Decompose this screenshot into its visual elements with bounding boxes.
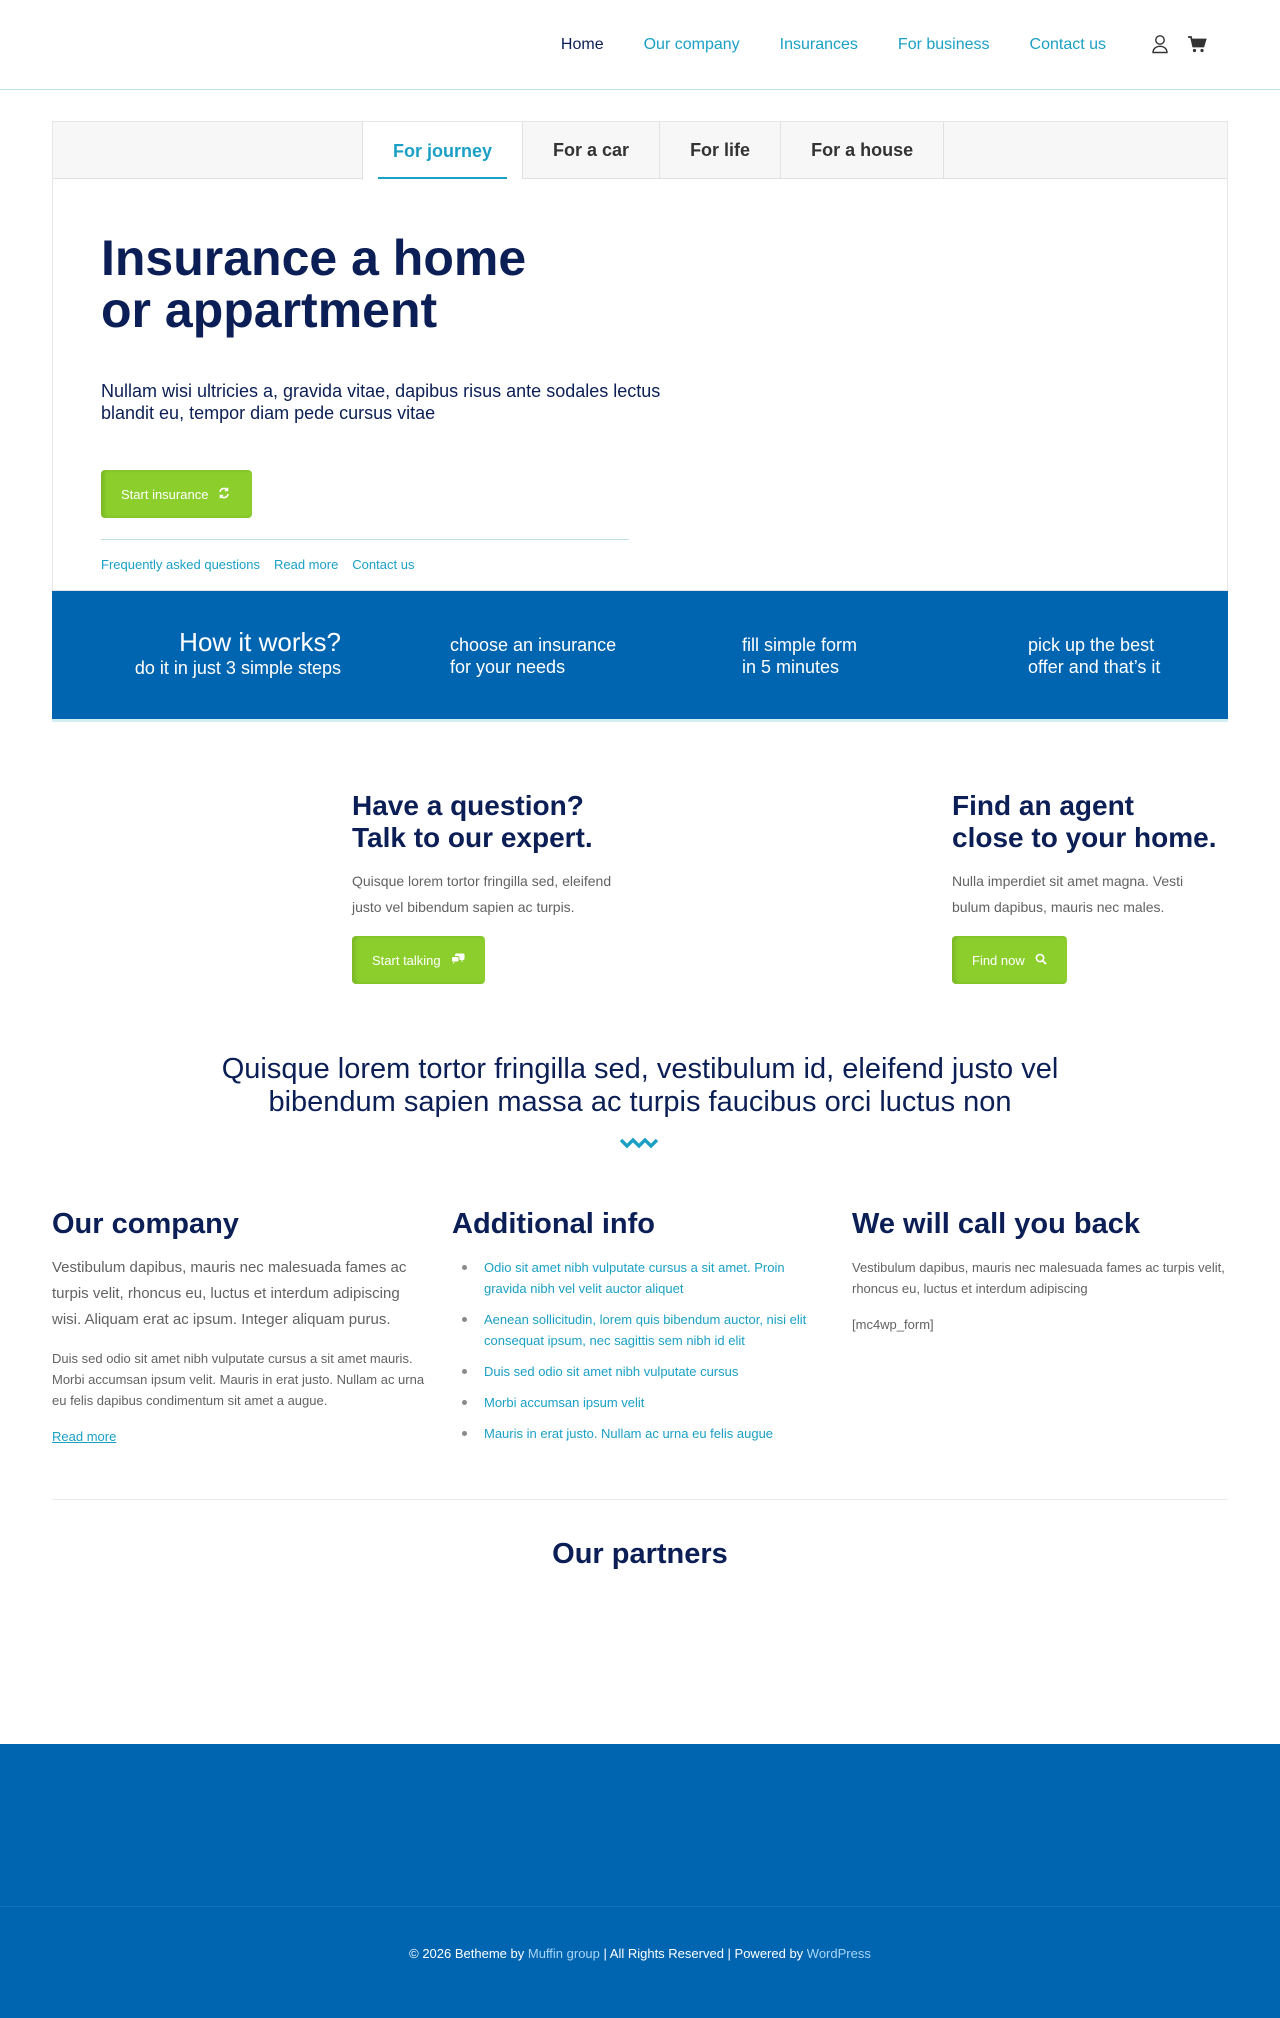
- call-back-text: Vestibulum dapibus, mauris nec malesuada fames ac turpis velit, rhoncus eu, luctus et interdum adipiscing: [852, 1260, 1225, 1296]
- step-1: [450, 634, 616, 678]
- user-icon[interactable]: [1151, 34, 1171, 54]
- nav-for-business[interactable]: For business: [897, 36, 990, 53]
- question-title-line2: Talk to our expert.: [352, 822, 593, 853]
- start-talking-label: Start talking: [372, 952, 441, 968]
- hero-title-line1: Insurance a home: [101, 230, 527, 286]
- our-company-lead: Vestibulum dapibus, mauris nec malesuada fames ac turpis velit, rhoncus eu, luctus et interdum adipiscing wisi. Aliquam erat ac ipsum. Integer aliquam purus.: [52, 1259, 407, 1328]
- hero-description: Nullam wisi ultricies a, gravida vitae, dapibus risus ante sodales lectus blandit eu, tempor diam pede cursus vitae: [101, 381, 661, 423]
- step-2: [742, 634, 857, 678]
- nav-our-company[interactable]: Our company: [643, 36, 740, 53]
- partners-title: Our partners: [552, 1538, 728, 1570]
- wave-divider-icon: [620, 1136, 660, 1155]
- find-now-label: Find now: [972, 952, 1025, 968]
- footer-copyright: [0, 1946, 1280, 1961]
- tab-for-a-house[interactable]: For a house: [780, 122, 944, 179]
- section-divider: [52, 1499, 1228, 1500]
- nav-contact-us[interactable]: Contact us: [1029, 36, 1106, 53]
- tab-list: [362, 122, 944, 179]
- question-text-line1: Quisque lorem tortor fringilla sed, eleifend: [352, 873, 612, 889]
- agent-text: [952, 868, 1183, 920]
- start-insurance-button[interactable]: [101, 470, 252, 518]
- agent-title-line1: Find an agent: [952, 790, 1134, 821]
- insurance-tabs-panel: [52, 121, 1228, 591]
- search-icon: [1035, 953, 1047, 968]
- nav-home[interactable]: Home: [560, 36, 604, 53]
- newsletter-form-shortcode: [mc4wp_form]: [852, 1317, 934, 1332]
- step-3-line2: offer and that’s it: [1028, 657, 1161, 677]
- read-more-link[interactable]: Read more: [273, 557, 339, 572]
- tab-for-life[interactable]: For life: [659, 122, 780, 179]
- wordpress-link[interactable]: WordPress: [806, 1946, 871, 1961]
- question-text: [352, 868, 611, 920]
- refresh-icon: [218, 487, 230, 502]
- our-company-read-more[interactable]: Read more: [52, 1429, 117, 1444]
- tab-bar: [53, 122, 1227, 179]
- call-back-title: We will call you back: [852, 1208, 1140, 1240]
- footer-divider: [0, 1906, 1280, 1907]
- site-header: [0, 0, 1280, 90]
- step-3-line1: pick up the best: [1028, 635, 1155, 655]
- copyright-prefix: © 2026 Betheme by: [409, 1946, 528, 1961]
- step-2-line1: fill simple form: [742, 635, 858, 655]
- hero-links: [101, 557, 414, 572]
- tab-for-journey[interactable]: For journey: [362, 122, 522, 180]
- hero-divider: [101, 539, 629, 540]
- site-footer: [0, 1744, 1280, 2018]
- question-title-line1: Have a question?: [352, 790, 584, 821]
- start-talking-button[interactable]: [352, 936, 485, 984]
- how-it-works-title: How it works?: [179, 627, 341, 657]
- step-1-line2: for your needs: [450, 657, 566, 677]
- how-it-works-subtitle: do it in just 3 simple steps: [134, 658, 341, 678]
- hero-title-line2: or appartment: [101, 282, 438, 338]
- cart-icon[interactable]: [1187, 34, 1207, 54]
- additional-info-list: [468, 1257, 823, 1454]
- question-text-line2: justo vel bibendum sapien ac turpis.: [352, 899, 575, 915]
- additional-info-title: Additional info: [452, 1208, 655, 1240]
- agent-title-line2: close to your home.: [952, 822, 1217, 853]
- contact-us-link[interactable]: Contact us: [352, 557, 415, 572]
- copyright-middle: | All Rights Reserved | Powered by: [599, 1946, 807, 1961]
- info-item[interactable]: Mauris in erat justo. Nullam ac urna eu felis augue: [468, 1423, 823, 1444]
- find-now-button[interactable]: [952, 936, 1067, 984]
- hero-title: [101, 232, 526, 336]
- agent-title: [952, 790, 1217, 854]
- agent-text-line1: Nulla imperdiet sit amet magna. Vesti: [952, 873, 1184, 889]
- step-3: [1028, 634, 1160, 678]
- nav-insurances[interactable]: Insurances: [779, 36, 858, 53]
- how-it-works-heading: [135, 627, 341, 679]
- info-item[interactable]: Duis sed odio sit amet nibh vulputate cursus: [468, 1361, 823, 1382]
- agent-text-line2: bulum dapibus, mauris nec males.: [952, 899, 1165, 915]
- chat-icon: [451, 953, 465, 968]
- header-icons: [1151, 34, 1207, 54]
- quote-text: [0, 1053, 1280, 1119]
- faq-link[interactable]: Frequently asked questions: [101, 557, 260, 572]
- main-nav: [521, 0, 1106, 90]
- step-1-line1: choose an insurance: [450, 635, 617, 655]
- question-title: [352, 790, 593, 854]
- info-item[interactable]: Aenean sollicitudin, lorem quis bibendum auctor, nisi elit consequat ipsum, nec sagittis sem nibh id elit: [468, 1309, 823, 1351]
- quote-line2: bibendum sapien massa ac turpis faucibus orci luctus non: [268, 1086, 1012, 1118]
- info-item[interactable]: Odio sit amet nibh vulputate cursus a sit amet. Proin gravida nibh vel velit auctor aliquet: [468, 1257, 823, 1299]
- muffin-group-link[interactable]: Muffin group: [527, 1946, 600, 1961]
- info-item[interactable]: Morbi accumsan ipsum velit: [468, 1392, 823, 1413]
- step-2-line2: in 5 minutes: [742, 657, 840, 677]
- start-insurance-label: Start insurance: [121, 486, 209, 502]
- our-company-title: Our company: [52, 1208, 239, 1240]
- quote-line1: Quisque lorem tortor fringilla sed, vestibulum id, eleifend justo vel: [221, 1053, 1059, 1085]
- tab-for-a-car[interactable]: For a car: [522, 122, 659, 179]
- how-it-works-band: [52, 591, 1228, 719]
- our-company-text: Duis sed odio sit amet nibh vulputate cursus a sit amet mauris. Morbi accumsan ipsum velit. Mauris in erat justo. Nullam ac urna eu felis dapibus condimentum sit amet a augue.: [52, 1351, 425, 1408]
